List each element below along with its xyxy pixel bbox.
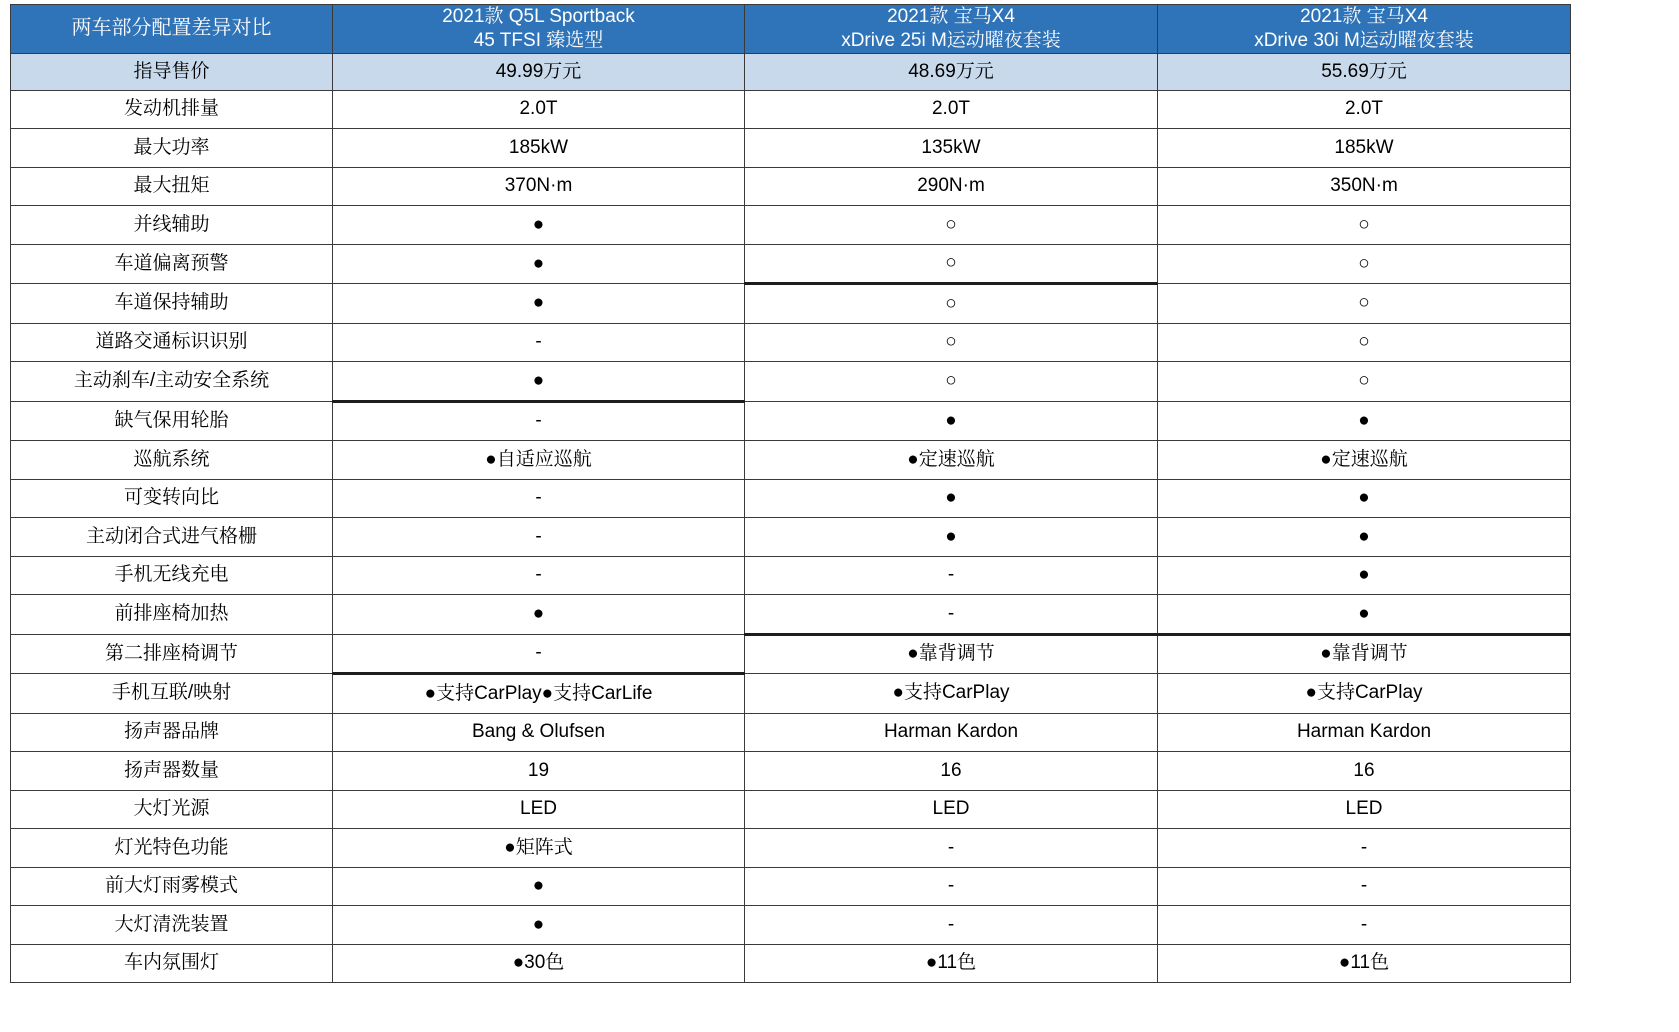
table-row <box>11 556 1571 595</box>
row-value-col3: ●定速巡航 <box>1158 441 1571 480</box>
table-row <box>11 752 1571 791</box>
table-row <box>11 479 1571 518</box>
row-value-col2: ○ <box>745 284 1158 324</box>
row-label: 扬声器品牌 <box>11 713 333 752</box>
table-row <box>11 362 1571 402</box>
row-value-col2: - <box>745 556 1158 595</box>
table-row <box>11 634 1571 674</box>
row-value-col2: ○ <box>745 244 1158 284</box>
table-row <box>11 713 1571 752</box>
row-label: 并线辅助 <box>11 206 333 245</box>
row-value-col2: 290N·m <box>745 167 1158 206</box>
row-value-col2: LED <box>745 790 1158 829</box>
row-value-col2: 135kW <box>745 129 1158 168</box>
row-label: 主动闭合式进气格栅 <box>11 518 333 557</box>
row-value-col3: ● <box>1158 401 1571 441</box>
header-0-line1: 两车部分配置差异对比 <box>71 17 272 40</box>
table-row <box>11 829 1571 868</box>
row-label: 最大扭矩 <box>11 167 333 206</box>
row-value-col3: ● <box>1158 479 1571 518</box>
row-value-col1: - <box>333 479 745 518</box>
row-value-col2: - <box>745 906 1158 945</box>
table-body <box>11 53 1571 983</box>
row-label: 车道偏离预警 <box>11 244 333 284</box>
row-value-col3: ●11色 <box>1158 944 1571 983</box>
row-label: 第二排座椅调节 <box>11 634 333 674</box>
row-value-col2: - <box>745 867 1158 906</box>
row-value-col1: 370N·m <box>333 167 745 206</box>
row-value-col3: 185kW <box>1158 129 1571 168</box>
table-row <box>11 441 1571 480</box>
row-value-col1: ● <box>333 362 745 402</box>
row-value-col1: ●支持CarPlay●支持CarLife <box>333 674 745 714</box>
row-label: 指导售价 <box>11 53 333 90</box>
table-row <box>11 674 1571 714</box>
row-value-col2: - <box>745 595 1158 635</box>
row-value-col2: ● <box>745 479 1158 518</box>
table-row <box>11 790 1571 829</box>
header-cell-3 <box>1158 5 1571 54</box>
header-1-line2: 45 TFSI 臻选型 <box>473 29 604 51</box>
row-value-col2: 16 <box>745 752 1158 791</box>
row-value-col1: - <box>333 323 745 362</box>
row-value-col3: ○ <box>1158 323 1571 362</box>
row-value-col1: 2.0T <box>333 90 745 129</box>
header-3-line2: xDrive 30i M运动曜夜套装 <box>1254 29 1474 51</box>
row-label: 主动刹车/主动安全系统 <box>11 362 333 402</box>
row-value-col1: - <box>333 556 745 595</box>
config-comparison-table <box>10 4 1571 983</box>
table-row <box>11 206 1571 245</box>
table-row <box>11 129 1571 168</box>
row-value-col2: ●11色 <box>745 944 1158 983</box>
table-row <box>11 401 1571 441</box>
row-value-col3: 350N·m <box>1158 167 1571 206</box>
header-3-line1: 2021款 宝马X4 <box>1300 6 1428 27</box>
row-value-col1: LED <box>333 790 745 829</box>
table-row <box>11 595 1571 635</box>
row-label: 缺气保用轮胎 <box>11 401 333 441</box>
header-cell-1 <box>333 5 745 54</box>
row-value-col3: ● <box>1158 556 1571 595</box>
row-value-col1: ●30色 <box>333 944 745 983</box>
row-label: 道路交通标识识别 <box>11 323 333 362</box>
header-2-line1: 2021款 宝马X4 <box>887 6 1015 27</box>
table-header <box>11 5 1571 54</box>
row-value-col3: - <box>1158 829 1571 868</box>
row-value-col2: ●支持CarPlay <box>745 674 1158 714</box>
row-value-col2: ○ <box>745 362 1158 402</box>
row-label: 手机无线充电 <box>11 556 333 595</box>
row-value-col1: - <box>333 518 745 557</box>
header-cell-0 <box>11 5 333 54</box>
row-value-col2: ●定速巡航 <box>745 441 1158 480</box>
row-value-col1: ● <box>333 244 745 284</box>
header-cell-2 <box>745 5 1158 54</box>
table-row <box>11 90 1571 129</box>
row-label: 最大功率 <box>11 129 333 168</box>
table-row <box>11 518 1571 557</box>
row-value-col1: - <box>333 634 745 674</box>
row-value-col1: ● <box>333 206 745 245</box>
table-row <box>11 284 1571 324</box>
row-value-col3: LED <box>1158 790 1571 829</box>
row-value-col2: 2.0T <box>745 90 1158 129</box>
table-row <box>11 167 1571 206</box>
row-label: 车内氛围灯 <box>11 944 333 983</box>
row-value-col2: ○ <box>745 323 1158 362</box>
row-value-col2: ● <box>745 518 1158 557</box>
table-row <box>11 244 1571 284</box>
header-2-line2: xDrive 25i M运动曜夜套装 <box>841 29 1061 51</box>
row-value-col3: - <box>1158 867 1571 906</box>
row-value-col2: ○ <box>745 206 1158 245</box>
row-value-col1: 19 <box>333 752 745 791</box>
row-value-col3: 16 <box>1158 752 1571 791</box>
table-row <box>11 906 1571 945</box>
row-value-col1: ● <box>333 867 745 906</box>
row-value-col2: Harman Kardon <box>745 713 1158 752</box>
row-value-col1: ●自适应巡航 <box>333 441 745 480</box>
row-label: 大灯清洗装置 <box>11 906 333 945</box>
row-value-col1: ● <box>333 906 745 945</box>
row-label: 灯光特色功能 <box>11 829 333 868</box>
row-label: 前排座椅加热 <box>11 595 333 635</box>
table-row <box>11 867 1571 906</box>
row-value-col2: ● <box>745 401 1158 441</box>
row-value-col3: - <box>1158 906 1571 945</box>
row-label: 扬声器数量 <box>11 752 333 791</box>
row-value-col1: ●矩阵式 <box>333 829 745 868</box>
row-value-col3: Harman Kardon <box>1158 713 1571 752</box>
table-row <box>11 53 1571 90</box>
row-label: 大灯光源 <box>11 790 333 829</box>
row-label: 手机互联/映射 <box>11 674 333 714</box>
row-value-col1: 185kW <box>333 129 745 168</box>
row-value-col3: ○ <box>1158 244 1571 284</box>
row-value-col1: 49.99万元 <box>333 53 745 90</box>
header-1-line1: 2021款 Q5L Sportback <box>442 6 635 27</box>
row-label: 前大灯雨雾模式 <box>11 867 333 906</box>
row-value-col3: ○ <box>1158 206 1571 245</box>
row-label: 发动机排量 <box>11 90 333 129</box>
row-value-col2: - <box>745 829 1158 868</box>
row-value-col3: ● <box>1158 595 1571 635</box>
row-label: 巡航系统 <box>11 441 333 480</box>
row-value-col2: ●靠背调节 <box>745 634 1158 674</box>
row-value-col3: ○ <box>1158 284 1571 324</box>
table-row <box>11 323 1571 362</box>
row-label: 可变转向比 <box>11 479 333 518</box>
row-value-col1: ● <box>333 284 745 324</box>
row-value-col1: - <box>333 401 745 441</box>
table-row <box>11 944 1571 983</box>
row-value-col3: ●靠背调节 <box>1158 634 1571 674</box>
row-value-col2: 48.69万元 <box>745 53 1158 90</box>
row-value-col3: 55.69万元 <box>1158 53 1571 90</box>
row-value-col3: ● <box>1158 518 1571 557</box>
row-value-col3: ●支持CarPlay <box>1158 674 1571 714</box>
header-row <box>11 5 1571 54</box>
row-value-col3: 2.0T <box>1158 90 1571 129</box>
row-value-col1: ● <box>333 595 745 635</box>
row-value-col1: Bang & Olufsen <box>333 713 745 752</box>
row-label: 车道保持辅助 <box>11 284 333 324</box>
row-value-col3: ○ <box>1158 362 1571 402</box>
